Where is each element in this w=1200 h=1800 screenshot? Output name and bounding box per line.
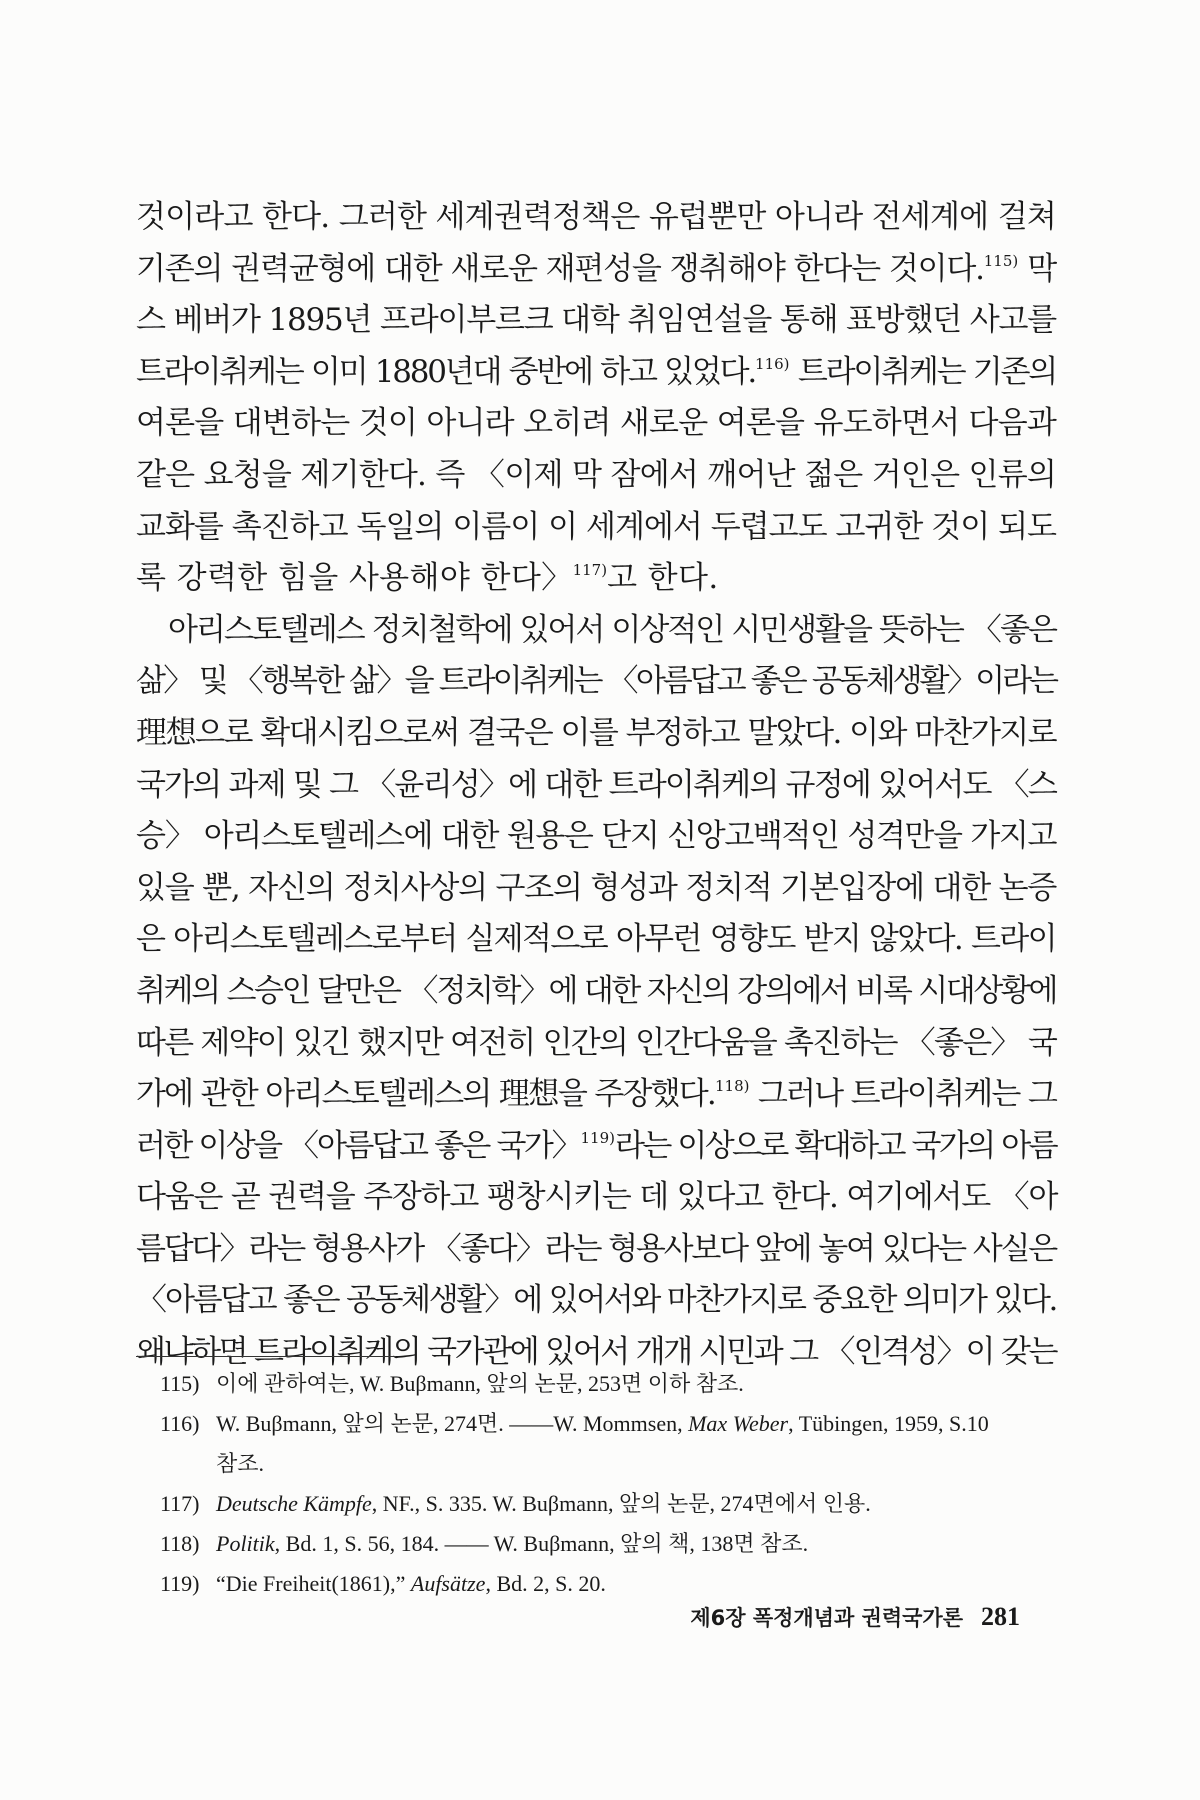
text-line: 승〉 아리스토텔레스에 대한 원용은 단지 신앙고백적인 성격만을 가지고 [136,818,1056,855]
footnote-115 [136,1364,1066,1404]
footnote-work-title: Max Weber [688,1411,789,1436]
footnote-work-title: Aufsätze [410,1571,486,1596]
text-line: 왜냐하면 트라이취케의 국가관에 있어서 개개 시민과 그 〈인격성〉이 갖는 [136,1334,1056,1371]
text-line: 러한 이상을 〈아름답고 좋은 국가〉$^{119)}$라는 이상으로 확대하고 국가의 아름 [136,1127,1056,1164]
text-line: 다움은 곧 권력을 주장하고 팽창시키는 데 있다고 한다. 여기에서도 〈아 [136,1179,1058,1216]
text-line: 교화를 촉진하고 독일의 이름이 이 세계에서 두렵고도 고귀한 것이 되도 [136,508,1056,545]
text-line: 따른 제약이 있긴 했지만 여전히 인간의 인간다움을 촉진하는 〈좋은〉 국 [136,1024,1056,1061]
footnote-work-title: Deutsche Kämpfe [216,1491,372,1516]
text-line: 취케의 스승인 달만은 〈정치학〉에 대한 자신의 강의에서 비록 시대상황에 [136,972,1056,1009]
page-number: 281 [981,1602,1020,1631]
text-line: 있을 뿐, 자신의 정치사상의 구조의 형성과 정치적 기본입장에 대한 논증 [136,869,1057,906]
footnotes [136,1364,1066,1604]
footnote-number: 119) [160,1571,200,1596]
footnote-text: , NF., S. 335. W. Buβmann, 앞의 논문, 274면에서 인용. [371,1491,871,1516]
footnote-text: 참조. [216,1451,265,1476]
text-line: 가에 관한 아리스토텔레스의 理想을 주장했다.$^{118)}$ 그러나 트라이취케는 그 [136,1076,1057,1113]
text-line: 것이라고 한다. 그러한 세계권력정책은 유럽뿐만 아니라 전세계에 걸쳐 [136,199,1056,235]
footnote-116 [136,1404,1066,1444]
footnote-ref-118: 118) [714,1077,750,1096]
text-line: 록 강력한 힘을 사용해야 한다〉$^{117)}$고 한다. [136,560,719,597]
footnote-text: 이에 관하여는, W. Buβmann, 앞의 논문, 253면 이하 참조. [216,1371,744,1396]
text-line: 理想으로 확대시킴으로써 결국은 이를 부정하고 말았다. 이와 마찬가지로 [136,714,1056,751]
footnote-number: 117) [160,1491,200,1516]
footnote-text: , Bd. 1, S. 56, 184. —— W. Buβmann, 앞의 책, 138면 참조. [274,1531,809,1556]
footnote-divider [136,1356,396,1357]
footnote-119 [136,1564,1066,1604]
footnote-text: “Die Freiheit(1861),” [216,1571,411,1596]
footnote-number: 118) [160,1531,200,1556]
footnote-text: , Tübingen, 1959, S.10 [788,1411,989,1436]
footnote-work-title: Politik [216,1531,275,1556]
footnote-number: 116) [160,1411,200,1436]
text-line: 국가의 과제 및 그 〈윤리성〉에 대한 트라이취케의 규정에 있어서도 〈스 [136,766,1057,803]
body-text [136,192,1056,1379]
text-line: 름답다〉라는 형용사가 〈좋다〉라는 형용사보다 앞에 놓여 있다는 사실은 [136,1230,1056,1267]
text-line: 삶〉 및 〈행복한 삶〉을 트라이취케는 〈아름답고 좋은 공동체생활〉이라는 [136,663,1056,700]
text-line: 여론을 대변하는 것이 아니라 오히려 새로운 여론을 유도하면서 다음과 [136,405,1056,442]
text-line: 은 아리스토텔레스로부터 실제적으로 아무런 영향도 받지 않았다. 트라이 [136,921,1056,958]
chapter-running-title: 제6장 폭정개념과 권력국가론 [690,1606,963,1630]
footnote-116-continuation [136,1444,1066,1484]
text-line: 스 베버가 1895년 프라이부르크 대학 취임연설을 통해 표방했던 사고를 [136,302,1056,339]
text-line: 트라이취케는 이미 1880년대 중반에 하고 있었다.$^{116)}$ 트라이취케는 기존의 [136,353,1056,390]
text-line: 〈아름답고 좋은 공동체생활〉에 있어서와 마찬가지로 중요한 의미가 있다. [136,1282,1056,1319]
footnote-ref-119: 119) [580,1128,615,1147]
footnote-number: 115) [160,1371,200,1396]
footnote-117 [136,1484,1066,1524]
footnote-text: , Bd. 2, S. 20. [485,1571,606,1596]
footnote-text: W. Buβmann, 앞의 논문, 274면. ——W. Mommsen, [216,1411,689,1436]
running-footer [600,1602,1020,1632]
text-line: 같은 요청을 제기한다. 즉 〈이제 막 잠에서 깨어난 젊은 거인은 인류의 [136,456,1056,493]
footnote-ref-116: 116) [755,354,790,373]
text-line: 기존의 권력균형에 대한 새로운 재편성을 쟁취해야 한다는 것이다.$^{115)}$ 막 [136,250,1056,287]
footnote-118 [136,1524,1066,1564]
footnote-ref-117: 117) [572,561,608,580]
footnote-ref-115: 115) [983,251,1019,270]
text-line: 아리스토텔레스 정치철학에 있어서 이상적인 시민생활을 뜻하는 〈좋은 [168,611,1056,648]
